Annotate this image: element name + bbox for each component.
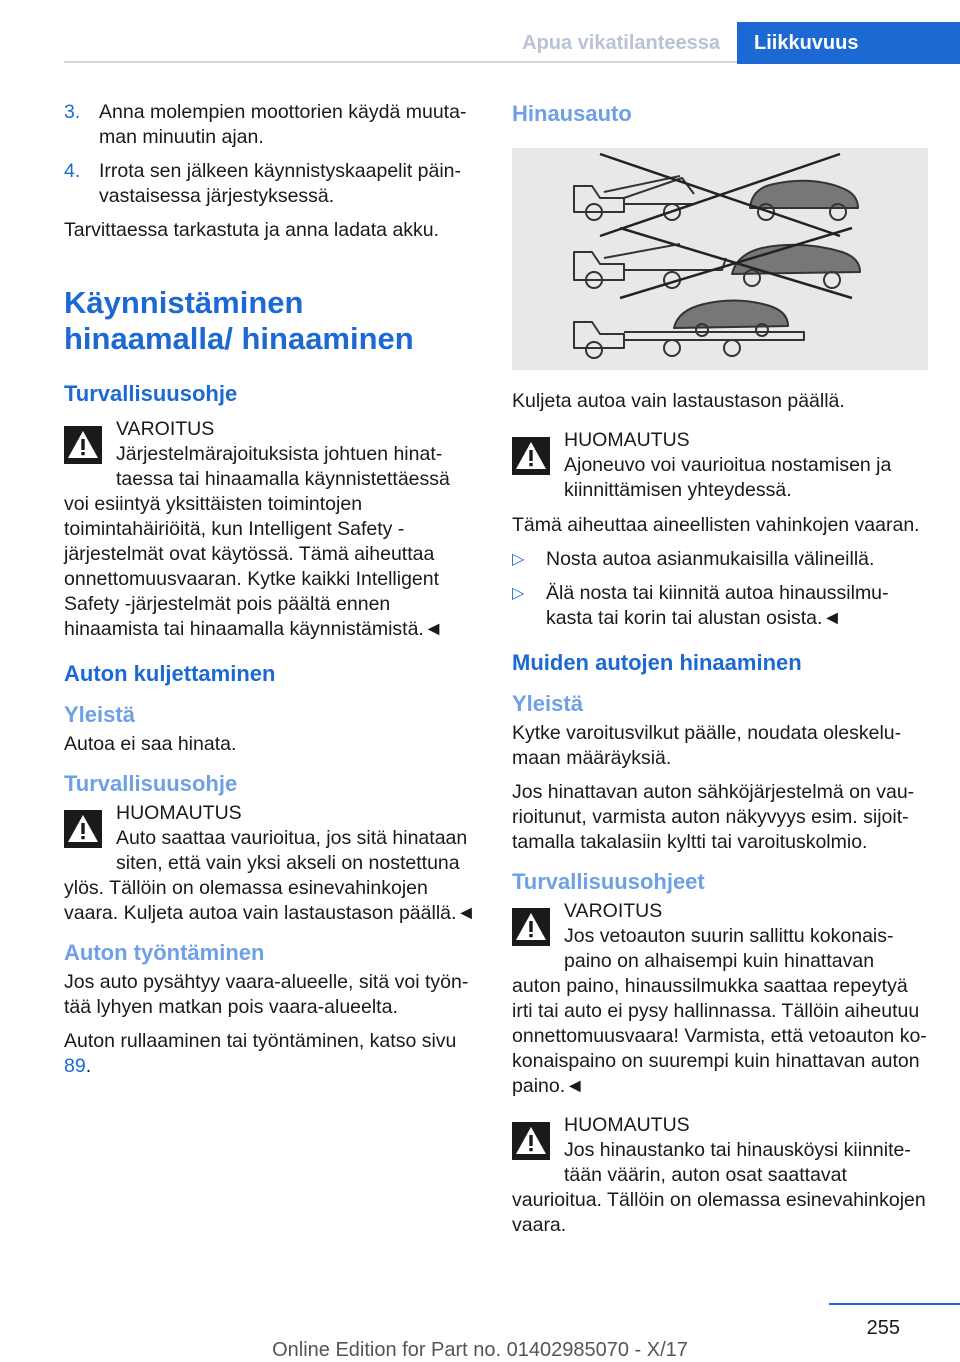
footer-text: Online Edition for Part no. 01402985070 - X/17: [272, 1339, 688, 1361]
bullet-triangle-icon: ▷: [512, 551, 525, 568]
warning-triangle-icon: [64, 426, 102, 464]
warning-text: Järjestelmärajoituksista johtuen hinattaessa tai hinaamalla käynnistettäessä voi esiintyä yksittäisten toimintojen toimintahäiriöitä, kun Intelligent Safety -järjestelmät ovat käytössä. Tämä aiheuttaa onnettomuusvaaran. Kytke kaikki Intelligent Safety -järjestelmät pois päältä ennen hinaamista tai hinaamalla käynnistämistä.◄: [64, 443, 450, 640]
notice-block: [64, 801, 478, 926]
list-item: [64, 159, 478, 209]
bullet-triangle-icon: ▷: [512, 585, 525, 602]
warning-block: [64, 417, 478, 642]
general-heading: Yleistä: [64, 702, 135, 727]
safety-subheading: Turvallisuusohjeet: [512, 869, 705, 894]
general-text-2: Jos hinattavan auton sähköjärjestelmä on vaurioitunut, varmista auton näkyvyys esim. sijoittamalla takalasiin kyltti tai varoituskolmio.: [512, 781, 915, 853]
page-number-rule: [829, 1303, 960, 1305]
notice-text: Jos hinaustanko tai hinausköysi kiinnitetään väärin, auton osat saattavat vaurioitua. Tällöin on olemassa esinevahinkojen vaara.: [512, 1139, 926, 1236]
push-text: Jos auto pysähtyy vaara-alueelle, sitä voi työntää lyhyen matkan pois vaara-alueelta.: [64, 971, 469, 1018]
warning-triangle-icon: [512, 908, 550, 946]
warning-label: VAROITUS: [116, 418, 215, 440]
damage-text: Tämä aiheuttaa aineellisten vahinkojen vaaran.: [512, 514, 920, 536]
safety-heading: Turvallisuusohje: [64, 381, 238, 406]
notice-text: Ajoneuvo voi vaurioitua nostamisen ja kiinnittämisen yhteydessä.: [564, 454, 892, 501]
bullet-list: [512, 547, 928, 631]
header-chapter-tab[interactable]: Liikkuvuus: [737, 22, 960, 64]
notice-label: HUOMAUTUS: [564, 429, 690, 451]
warning-block: [512, 899, 928, 1099]
roll-text: Auton rullaaminen tai työntäminen, katso sivu 89.: [64, 1030, 457, 1077]
notice-label: HUOMAUTUS: [564, 1114, 690, 1136]
step-list: [64, 100, 478, 209]
list-item: ▷ Älä nosta tai kiinnitä autoa hinaussilmukasta tai korin tai alustan osista.◄: [512, 582, 889, 629]
notice-block: [512, 428, 928, 503]
right-column: [512, 100, 928, 1248]
general-heading: Yleistä: [512, 691, 583, 716]
figure-caption: Kuljeta autoa vain lastaustason päällä.: [512, 390, 845, 412]
notice-label: HUOMAUTUS: [116, 802, 242, 824]
tow-truck-heading: Hinausauto: [512, 101, 632, 126]
warning-label: VAROITUS: [564, 900, 663, 922]
section-title: Käynnistäminen hinaamalla/ hinaaminen: [64, 285, 414, 356]
list-item: [64, 100, 478, 150]
push-heading: Auton työntäminen: [64, 940, 265, 965]
header-section-tab[interactable]: Apua vikatilanteessa: [522, 32, 720, 54]
page-number: 255: [866, 1317, 900, 1339]
tow-truck-illustration: [512, 148, 928, 370]
warning-triangle-icon: [512, 437, 550, 475]
left-column: [64, 100, 478, 1088]
general-text: Autoa ei saa hinata.: [64, 733, 237, 755]
transport-heading: Auton kuljettaminen: [64, 661, 276, 686]
battery-note: Tarvittaessa tarkastuta ja anna ladata akku.: [64, 219, 440, 241]
tow-truck-drawing: [512, 148, 928, 370]
notice-text: Auto saattaa vaurioitua, jos sitä hinataan siten, että vain yksi akseli on nostettuna ylös. Tällöin on olemassa esinevahinkojen vaara. Kuljeta autoa vain lastaustason päällä.◄: [64, 827, 476, 924]
list-item: ▷ Nosta autoa asianmukaisilla välineillä.: [512, 548, 875, 570]
others-heading: Muiden autojen hinaaminen: [512, 650, 802, 675]
step-number: 3.: [64, 101, 81, 123]
step-text: Irrota sen jälkeen käynnistyskaapelit päinvastaisessa järjestyksessä.: [99, 160, 462, 207]
warning-triangle-icon: [512, 1122, 550, 1160]
notice-block: [512, 1113, 928, 1238]
page-link[interactable]: 89: [64, 1055, 86, 1077]
general-text-1: Kytke varoitusvilkut päälle, noudata oleskelumaan määräyksiä.: [512, 722, 902, 769]
step-text: Anna molempien moottorien käydä muutaman minuutin ajan.: [99, 101, 467, 148]
warning-text: Jos vetoauton suurin sallittu kokonaispaino on alhaisempi kuin hinattavan auton paino, hinaussilmukka saattaa repeytyä irti tai auto ei pysy hallinnassa. Tällöin aiheutuu onnettomuusvaara! Varmista, että vetoauton kokonaispaino on suurempi kuin hinattavan auton paino.◄: [512, 925, 927, 1097]
step-number: 4.: [64, 160, 81, 182]
safety-subheading: Turvallisuusohje: [64, 771, 238, 796]
warning-triangle-icon: [64, 810, 102, 848]
